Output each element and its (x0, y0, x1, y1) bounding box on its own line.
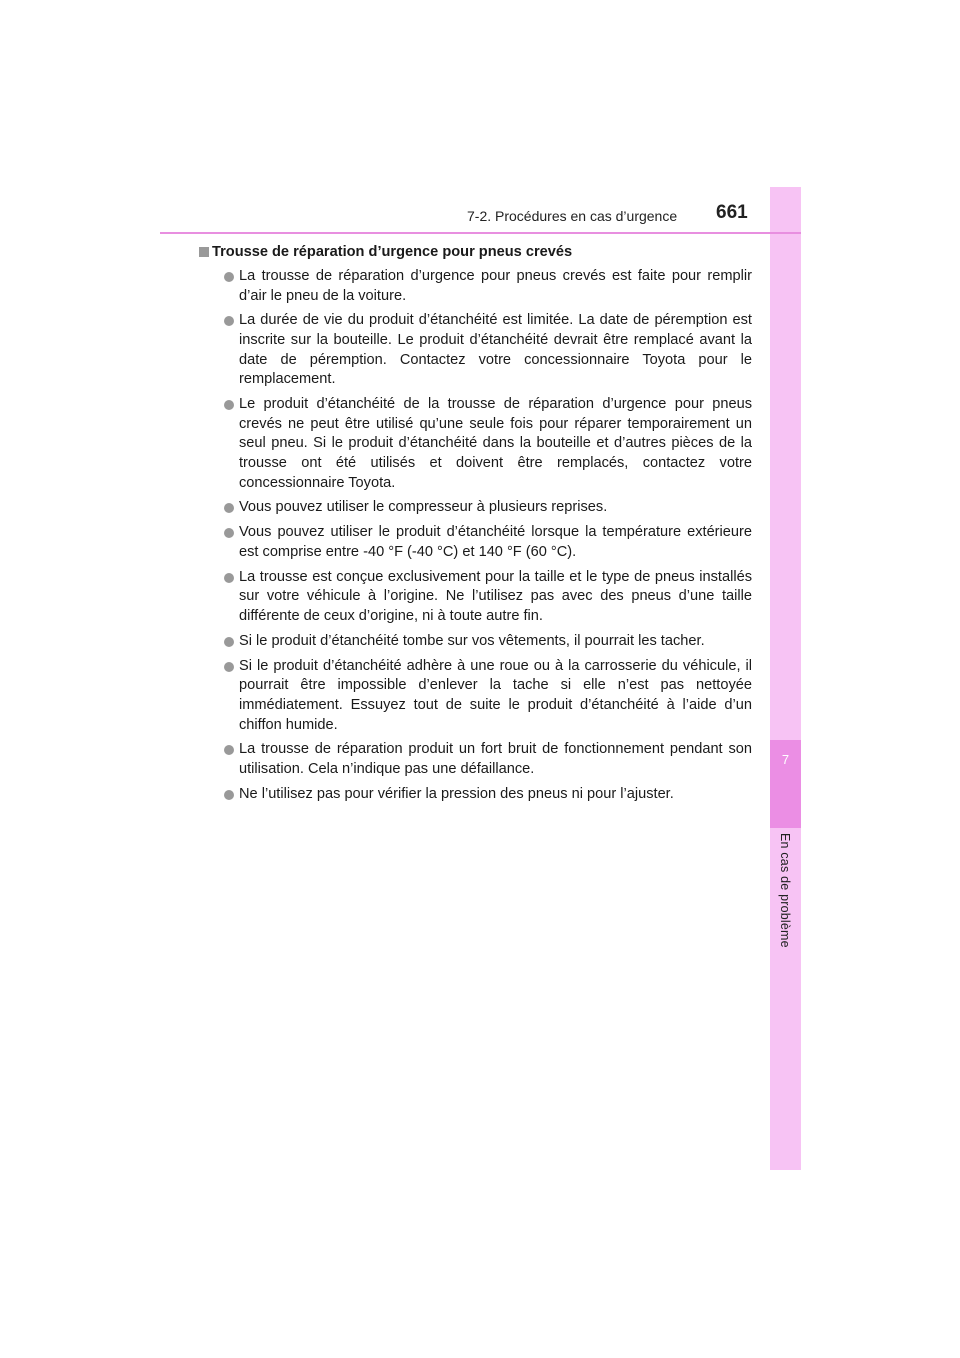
chapter-title: En cas de problème (778, 833, 792, 948)
circle-bullet-icon (224, 745, 234, 755)
square-bullet-icon (199, 247, 209, 257)
header-divider (160, 232, 801, 234)
list-item-text: Si le produit d’étanchéité tombe sur vos vêtements, il pourrait les tacher. (239, 632, 705, 649)
list-item-text: Ne l’utilisez pas pour vérifier la pression des pneus ni pour l’ajuster. (239, 785, 674, 802)
circle-bullet-icon (224, 272, 234, 282)
list-item (212, 568, 752, 627)
chapter-number: 7 (781, 752, 790, 767)
circle-bullet-icon (224, 503, 234, 513)
list-item (212, 395, 752, 493)
circle-bullet-icon (224, 662, 234, 672)
circle-bullet-icon (224, 528, 234, 538)
list-item-text: La durée de vie du produit d’étanchéité est limitée. La date de péremption est inscrite sur la bouteille. Le produit d’étanchéité devrait être remplacé avant la date de péremption. Contactez votre concessionnaire Toyota pour le remplacement. (239, 312, 752, 388)
list-item-text: La trousse de réparation produit un fort bruit de fonctionnement pendant son utilisation. Cela n’indique pas une défaillance. (239, 741, 752, 778)
list-item (212, 267, 752, 306)
circle-bullet-icon (224, 573, 234, 583)
section-heading (212, 242, 752, 262)
header-section-title: 7-2. Procédures en cas d’urgence (467, 208, 678, 224)
list-item-text: Si le produit d’étanchéité adhère à une roue ou à la carrosserie du véhicule, il pourrait être impossible d’enlever la tache si elle n’est pas nettoyée immédiatement. Essuyez tout de suite le produit d’étanchéité à l’aide d’un chiffon humide. (239, 657, 752, 733)
list-item (212, 498, 752, 518)
list-item-text: Vous pouvez utiliser le compresseur à plusieurs reprises. (239, 499, 608, 516)
circle-bullet-icon (224, 316, 234, 326)
page-number: 661 (716, 202, 748, 223)
list-item (212, 523, 752, 562)
list-item-text: La trousse de réparation d’urgence pour pneus crevés est faite pour remplir d’air le pneu de la voiture. (239, 268, 752, 304)
circle-bullet-icon (224, 400, 234, 410)
list-item (212, 657, 752, 735)
list-item (212, 740, 752, 779)
list-item-text: La trousse est conçue exclusivement pour la taille et le type de pneus installés sur votre véhicule à l’origine. Ne l’utilisez pas avec des pneus d’une taille différente de ceux d’origine, ni à toute autre fin. (239, 568, 752, 624)
section-heading-text: Trousse de réparation d’urgence pour pneus crevés (212, 244, 573, 260)
list-item-text: Vous pouvez utiliser le produit d’étanchéité lorsque la température extérieure est comprise entre -40 °F (-40 °C) et 140 °F (60 °C). (239, 524, 752, 560)
list-item (212, 632, 752, 652)
chapter-side-tab (770, 187, 801, 1170)
circle-bullet-icon (224, 790, 234, 800)
page-content (212, 242, 752, 810)
circle-bullet-icon (224, 637, 234, 647)
list-item (212, 311, 752, 389)
list-item-text: Le produit d’étanchéité de la trousse de réparation d’urgence pour pneus crevés ne peut être utilisé qu’une seule fois pour réparer temporairement un seul pneu. Si le produit d’étanchéité dans la bouteille et d’autres pièces de la trousse ont été utilisés et doivent être remplacés, contactez votre concessionnaire Toyota. (239, 396, 752, 491)
list-item (212, 785, 752, 805)
